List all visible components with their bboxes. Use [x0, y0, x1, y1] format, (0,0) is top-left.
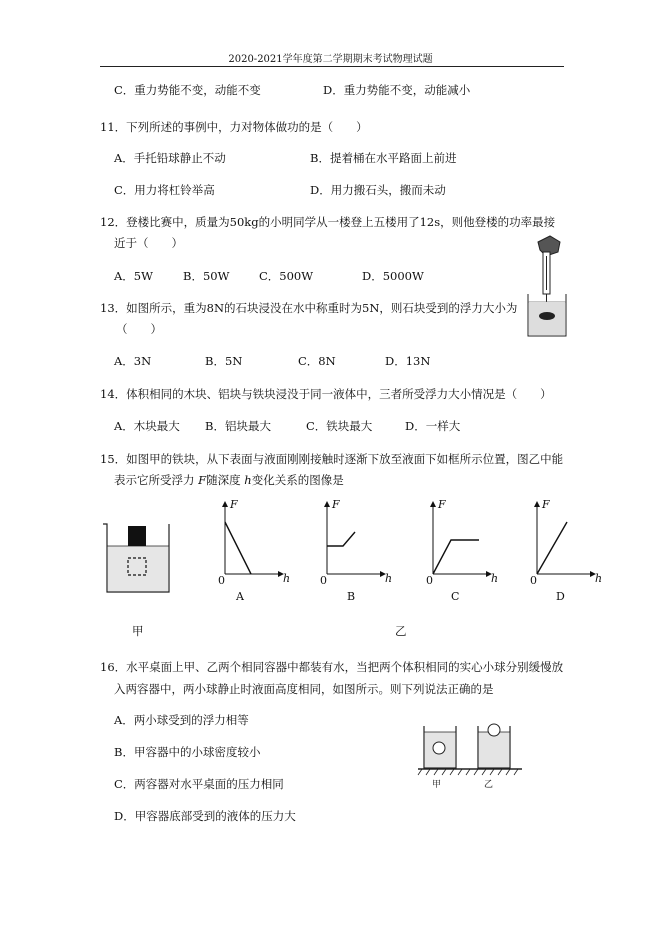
graph-a-label: A: [236, 590, 244, 603]
graph-d: [537, 504, 593, 574]
q13-stem-line1: 13．如图所示，重为8N的石块浸没在水中称重时为5N，则石块受到的浮力大小为: [100, 301, 518, 315]
q15-stem-text-3: 变化关系的图像是: [251, 473, 344, 487]
q13-option-c: C．8N: [298, 354, 336, 368]
q11-option-d: D．用力搬石头，搬而未动: [310, 183, 446, 197]
q16-option-a: A．两小球受到的浮力相等: [114, 713, 249, 727]
graph-c: [433, 504, 489, 574]
q12-stem-line2: 近于（ ）: [114, 236, 183, 250]
q13-option-b: B．5N: [205, 354, 243, 368]
q14-option-b: B．铝块最大: [205, 419, 271, 433]
graph-c-origin: 0: [426, 574, 433, 587]
header-rule: [100, 66, 564, 67]
graph-a-origin: 0: [218, 574, 225, 587]
q11-option-b: B．提着桶在水平路面上前进: [310, 151, 457, 165]
q14-stem: 14．体积相同的木块、铝块与铁块浸没于同一液体中，三者所受浮力大小情况是（ ）: [100, 387, 552, 401]
q15-stem-text-2: 随深度: [206, 473, 245, 487]
graph-d-axis-f: F: [542, 498, 550, 511]
q15-symbol-h: h: [244, 473, 252, 487]
q12-option-a: A．5W: [114, 269, 153, 283]
q15-beaker-figure: [103, 520, 173, 594]
q10-option-d: D．重力势能不变，动能减小: [323, 83, 471, 97]
graph-c-axis-f: F: [438, 498, 446, 511]
q16-figure-jia-label: 甲: [432, 780, 442, 790]
q16-option-b: B．甲容器中的小球密度较小: [114, 745, 261, 759]
q12-option-d: D．5000W: [362, 269, 424, 283]
q10-option-c: C．重力势能不变，动能不变: [114, 83, 261, 97]
q14-option-c: C．铁块最大: [306, 419, 373, 433]
q11-stem: 11．下列所述的事例中，力对物体做功的是（ ）: [100, 120, 368, 134]
page-header-title: 2020-2021学年度第二学期期末考试物理试题: [228, 54, 433, 65]
graph-b-label: B: [347, 590, 356, 603]
graph-c-label: C: [451, 590, 460, 603]
q16-option-c: C．两容器对水平桌面的压力相同: [114, 777, 284, 791]
graph-b-axis-f: F: [332, 498, 340, 511]
q16-figure-yi-label: 乙: [484, 780, 494, 790]
graph-b-axis-h: h: [385, 572, 393, 585]
q13-stem-line2: （ ）: [116, 322, 162, 336]
graph-b-origin: 0: [320, 574, 327, 587]
q15-figure-jia-label: 甲: [132, 624, 144, 638]
q15-graphs: [215, 500, 615, 600]
q12-option-c: C．500W: [259, 269, 314, 283]
q15-stem-line1: 15．如图甲的铁块，从下表面与液面刚刚接触时逐渐下放至液面下如框所示位置，图乙中能: [100, 452, 564, 466]
q15-symbol-f: F: [198, 473, 207, 487]
graph-d-origin: 0: [530, 574, 537, 587]
q15-stem-line2: [114, 472, 344, 488]
graph-a-axis-f: F: [230, 498, 238, 511]
q15-stem-text-1: 表示它所受浮力: [114, 473, 199, 487]
q12-stem-line1: 12．登楼比赛中，质量为50kg的小明同学从一楼登上五楼用了12s，则他登楼的功率最接: [100, 215, 556, 229]
graph-b: [327, 504, 383, 574]
graph-c-axis-h: h: [491, 572, 499, 585]
q16-stem-line2: 入两容器中，两小球静止时液面高度相同，如图所示。则下列说法正确的是: [114, 682, 494, 696]
q14-option-d: D．一样大: [405, 419, 461, 433]
graph-d-axis-h: h: [595, 572, 603, 585]
q13-spring-scale-figure: [520, 232, 570, 342]
graph-a: [225, 504, 281, 574]
q14-option-a: A．木块最大: [114, 419, 180, 433]
q11-option-c: C．用力将杠铃举高: [114, 183, 215, 197]
q13-option-d: D．13N: [385, 354, 431, 368]
graph-d-label: D: [556, 590, 565, 603]
q16-stem-line1: 16．水平桌面上甲、乙两个相同容器中都装有水，当把两个体积相同的实心小球分别缓慢放: [100, 660, 564, 674]
q13-option-a: A．3N: [114, 354, 152, 368]
q12-option-b: B．50W: [183, 269, 230, 283]
q16-containers-figure: [418, 722, 528, 778]
graph-a-axis-h: h: [283, 572, 291, 585]
q15-figure-yi-label: 乙: [395, 624, 407, 638]
q11-option-a: A．手托铅球静止不动: [114, 151, 226, 165]
q16-option-d: D．甲容器底部受到的液体的压力大: [114, 809, 296, 823]
